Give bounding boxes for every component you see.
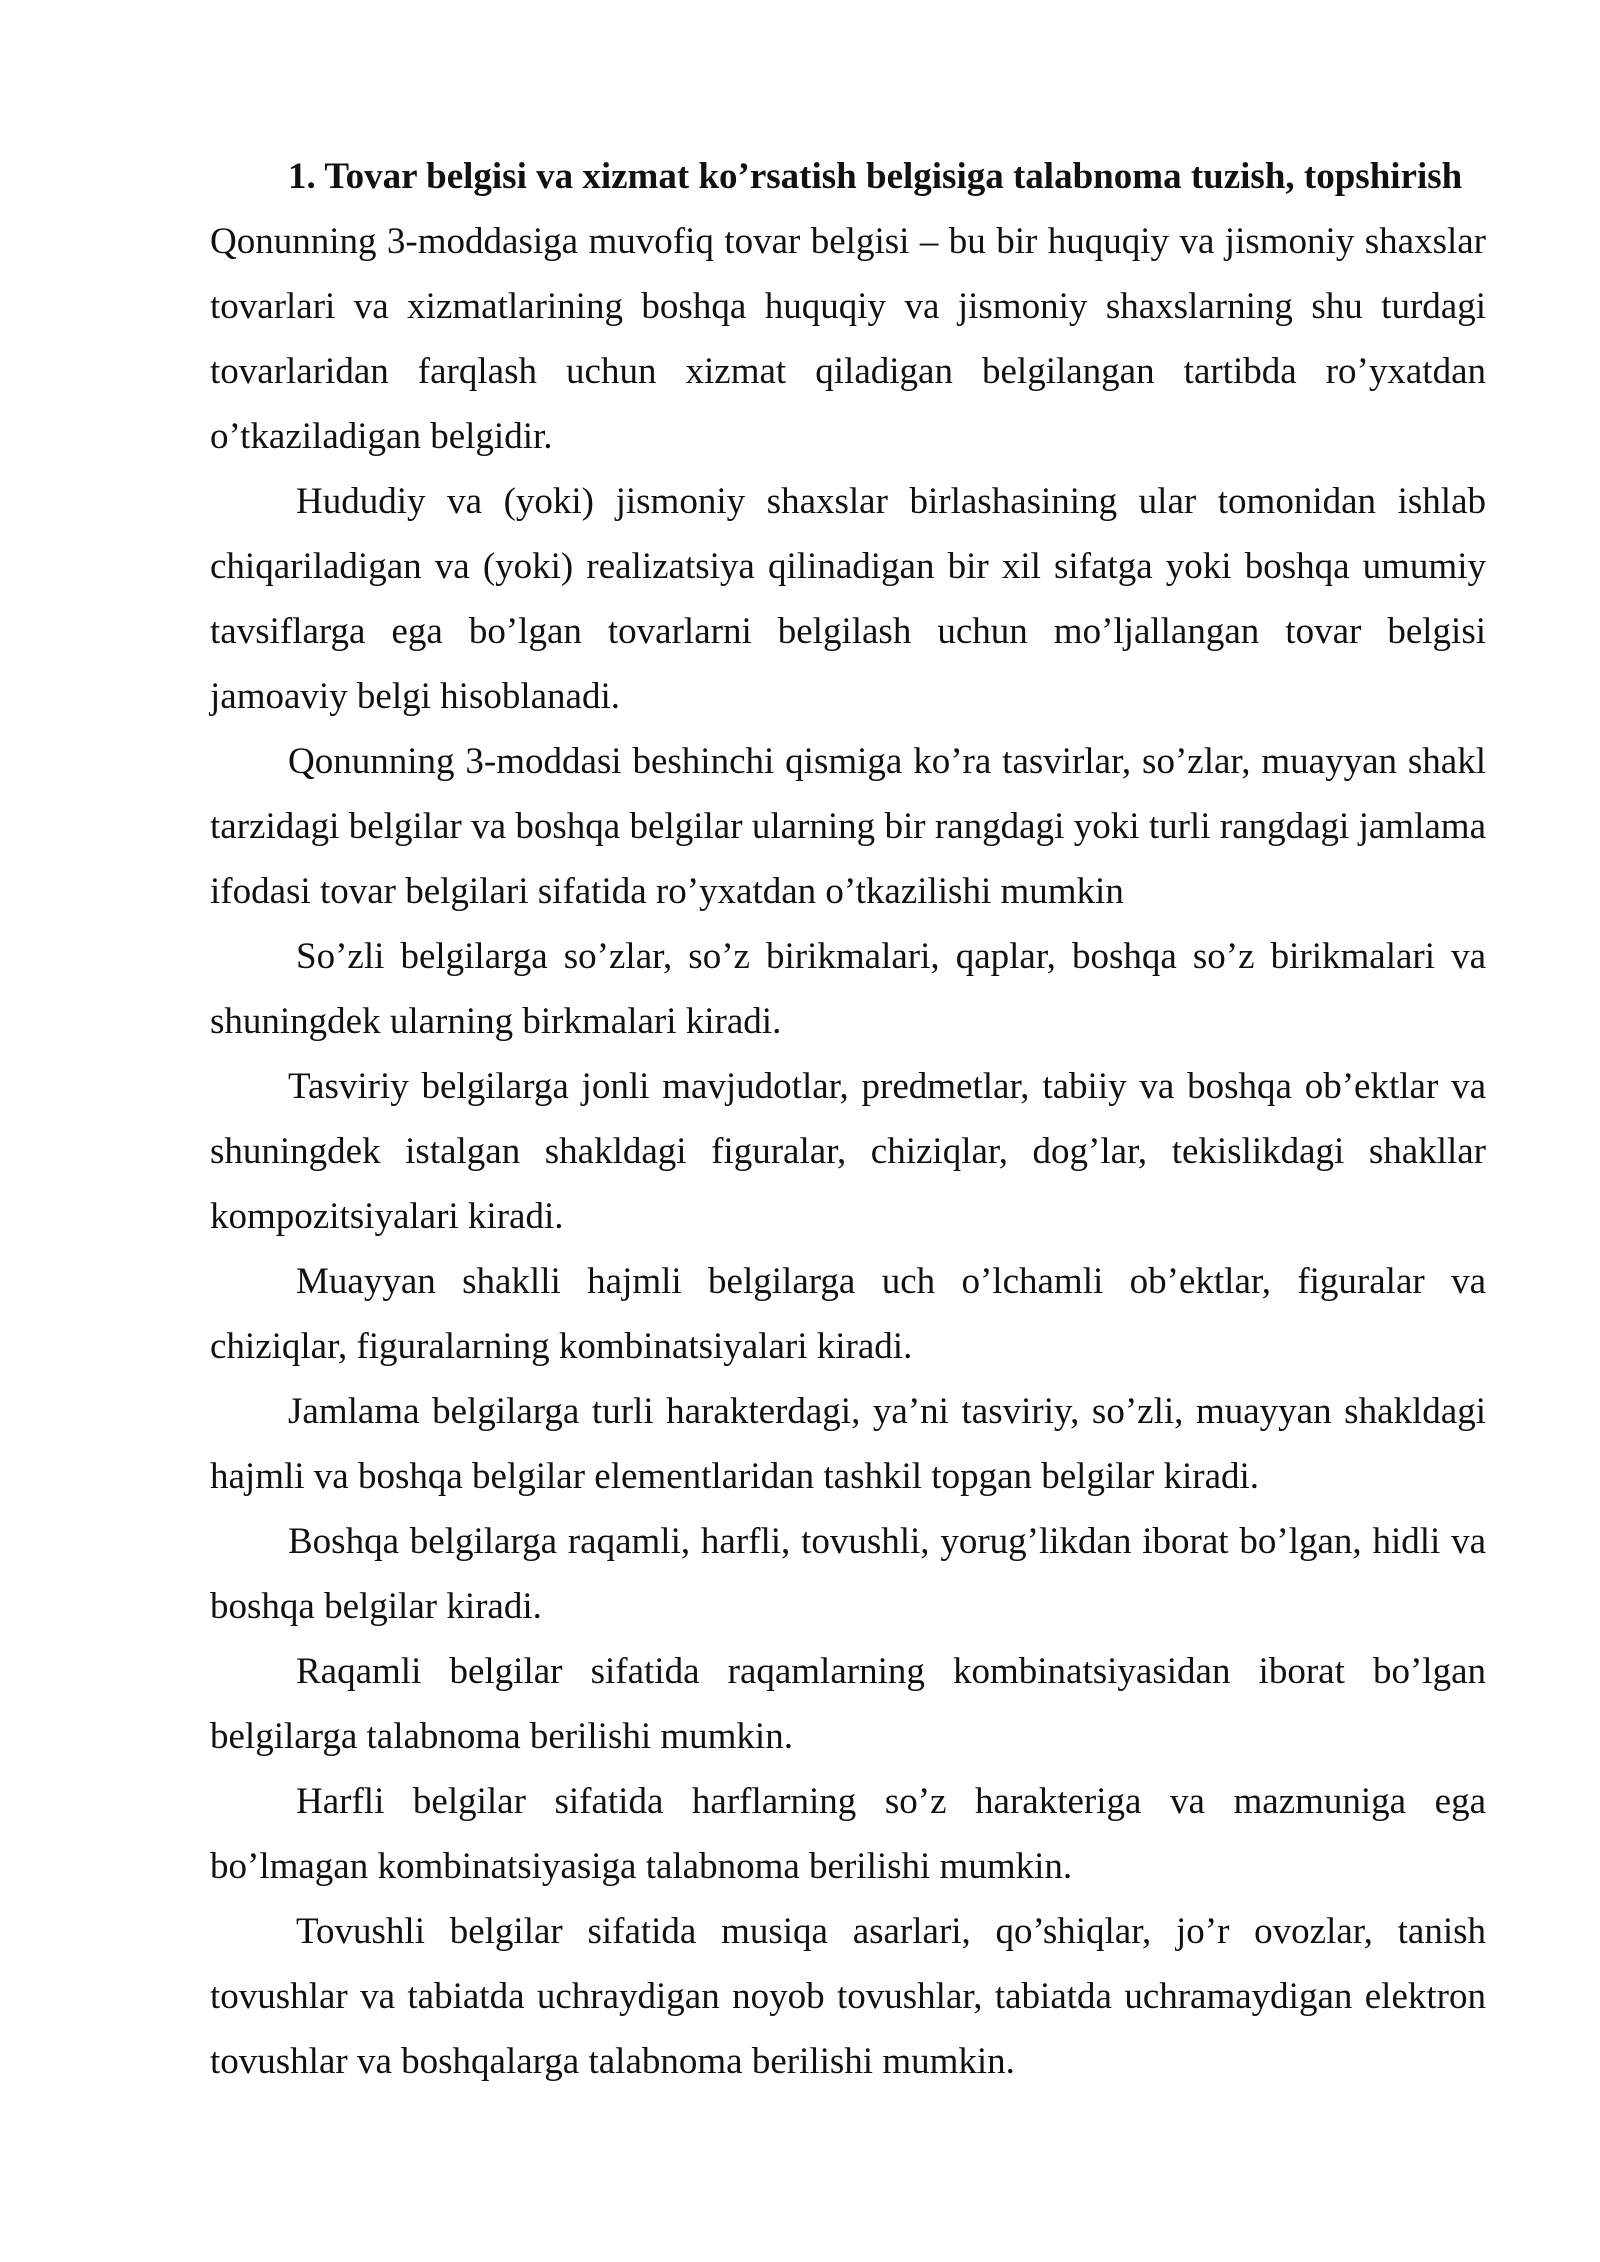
paragraph: So’zli belgilarga so’zlar, so’z birikmalari, qaplar, boshqa so’z birikmalari va shuningdek ularning birkmalari kiradi. [210,936,1486,1042]
paragraph: Harfli belgilar sifatida harflarning so’z harakteriga va mazmuniga ega bo’lmagan kombinatsiyasiga talabnoma berilishi mumkin. [210,1781,1486,1887]
paragraph: Tasviriy belgilarga jonli mavjudotlar, predmetlar, tabiiy va boshqa ob’ektlar va shuningdek istalgan shakldagi figuralar, chiziqlar, dog’lar, tekislikdagi shakllar kompozitsiyalari kiradi. [210,1066,1486,1237]
paragraph: Hududiy va (yoki) jismoniy shaxslar birlashasining ular tomonidan ishlab chiqariladigan va (yoki) realizatsiya qilinadigan bir xil sifatga yoki boshqa umumiy tavsiflarga ega bo’lgan tovarlarni belgilash uchun mo’ljallangan tovar belgisi jamoaviy belgi hisoblanadi. [210,481,1486,717]
document-page [210,144,1486,2094]
paragraph: Qonunning 3-moddasi beshinchi qismiga ko’ra tasvirlar, so’zlar, muayyan shakl tarzidagi belgilar va boshqa belgilar ularning bir rangdagi yoki turli rangdagi jamlama ifodasi tovar belgilari sifatida ro’yxatdan o’tkazilishi mumkin [210,741,1486,912]
paragraph: Boshqa belgilarga raqamli, harfli, tovushli, yorug’likdan iborat bo’lgan, hidli va boshqa belgilar kiradi. [210,1521,1486,1627]
paragraph: Raqamli belgilar sifatida raqamlarning kombinatsiyasidan iborat bo’lgan belgilarga talabnoma berilishi mumkin. [210,1651,1486,1757]
section-heading: 1. Tovar belgisi va xizmat ko’rsatish belgisiga talabnoma tuzish, topshirish [288,156,1463,197]
paragraph: Tovushli belgilar sifatida musiqa asarlari, qo’shiqlar, jo’r ovozlar, tanish tovushlar va tabiatda uchraydigan noyob tovushlar, tabiatda uchramaydigan elektron tovushlar va boshqalarga talabnoma berilishi mumkin. [210,1911,1486,2082]
paragraph: Muayyan shaklli hajmli belgilarga uch o’lchamli ob’ektlar, figuralar va chiziqlar, figuralarning kombinatsiyalari kiradi. [210,1261,1486,1367]
paragraph: Qonunning 3-moddasiga muvofiq tovar belgisi – bu bir huquqiy va jismoniy shaxslar tovarlari va xizmatlarining boshqa huquqiy va jismoniy shaxslarning shu turdagi tovarlaridan farqlash uchun xizmat qiladigan belgilangan tartibda ro’yxatdan o’tkaziladigan belgidir. [210,221,1486,457]
paragraph: Jamlama belgilarga turli harakterdagi, ya’ni tasviriy, so’zli, muayyan shakldagi hajmli va boshqa belgilar elementlaridan tashkil topgan belgilar kiradi. [210,1391,1486,1497]
